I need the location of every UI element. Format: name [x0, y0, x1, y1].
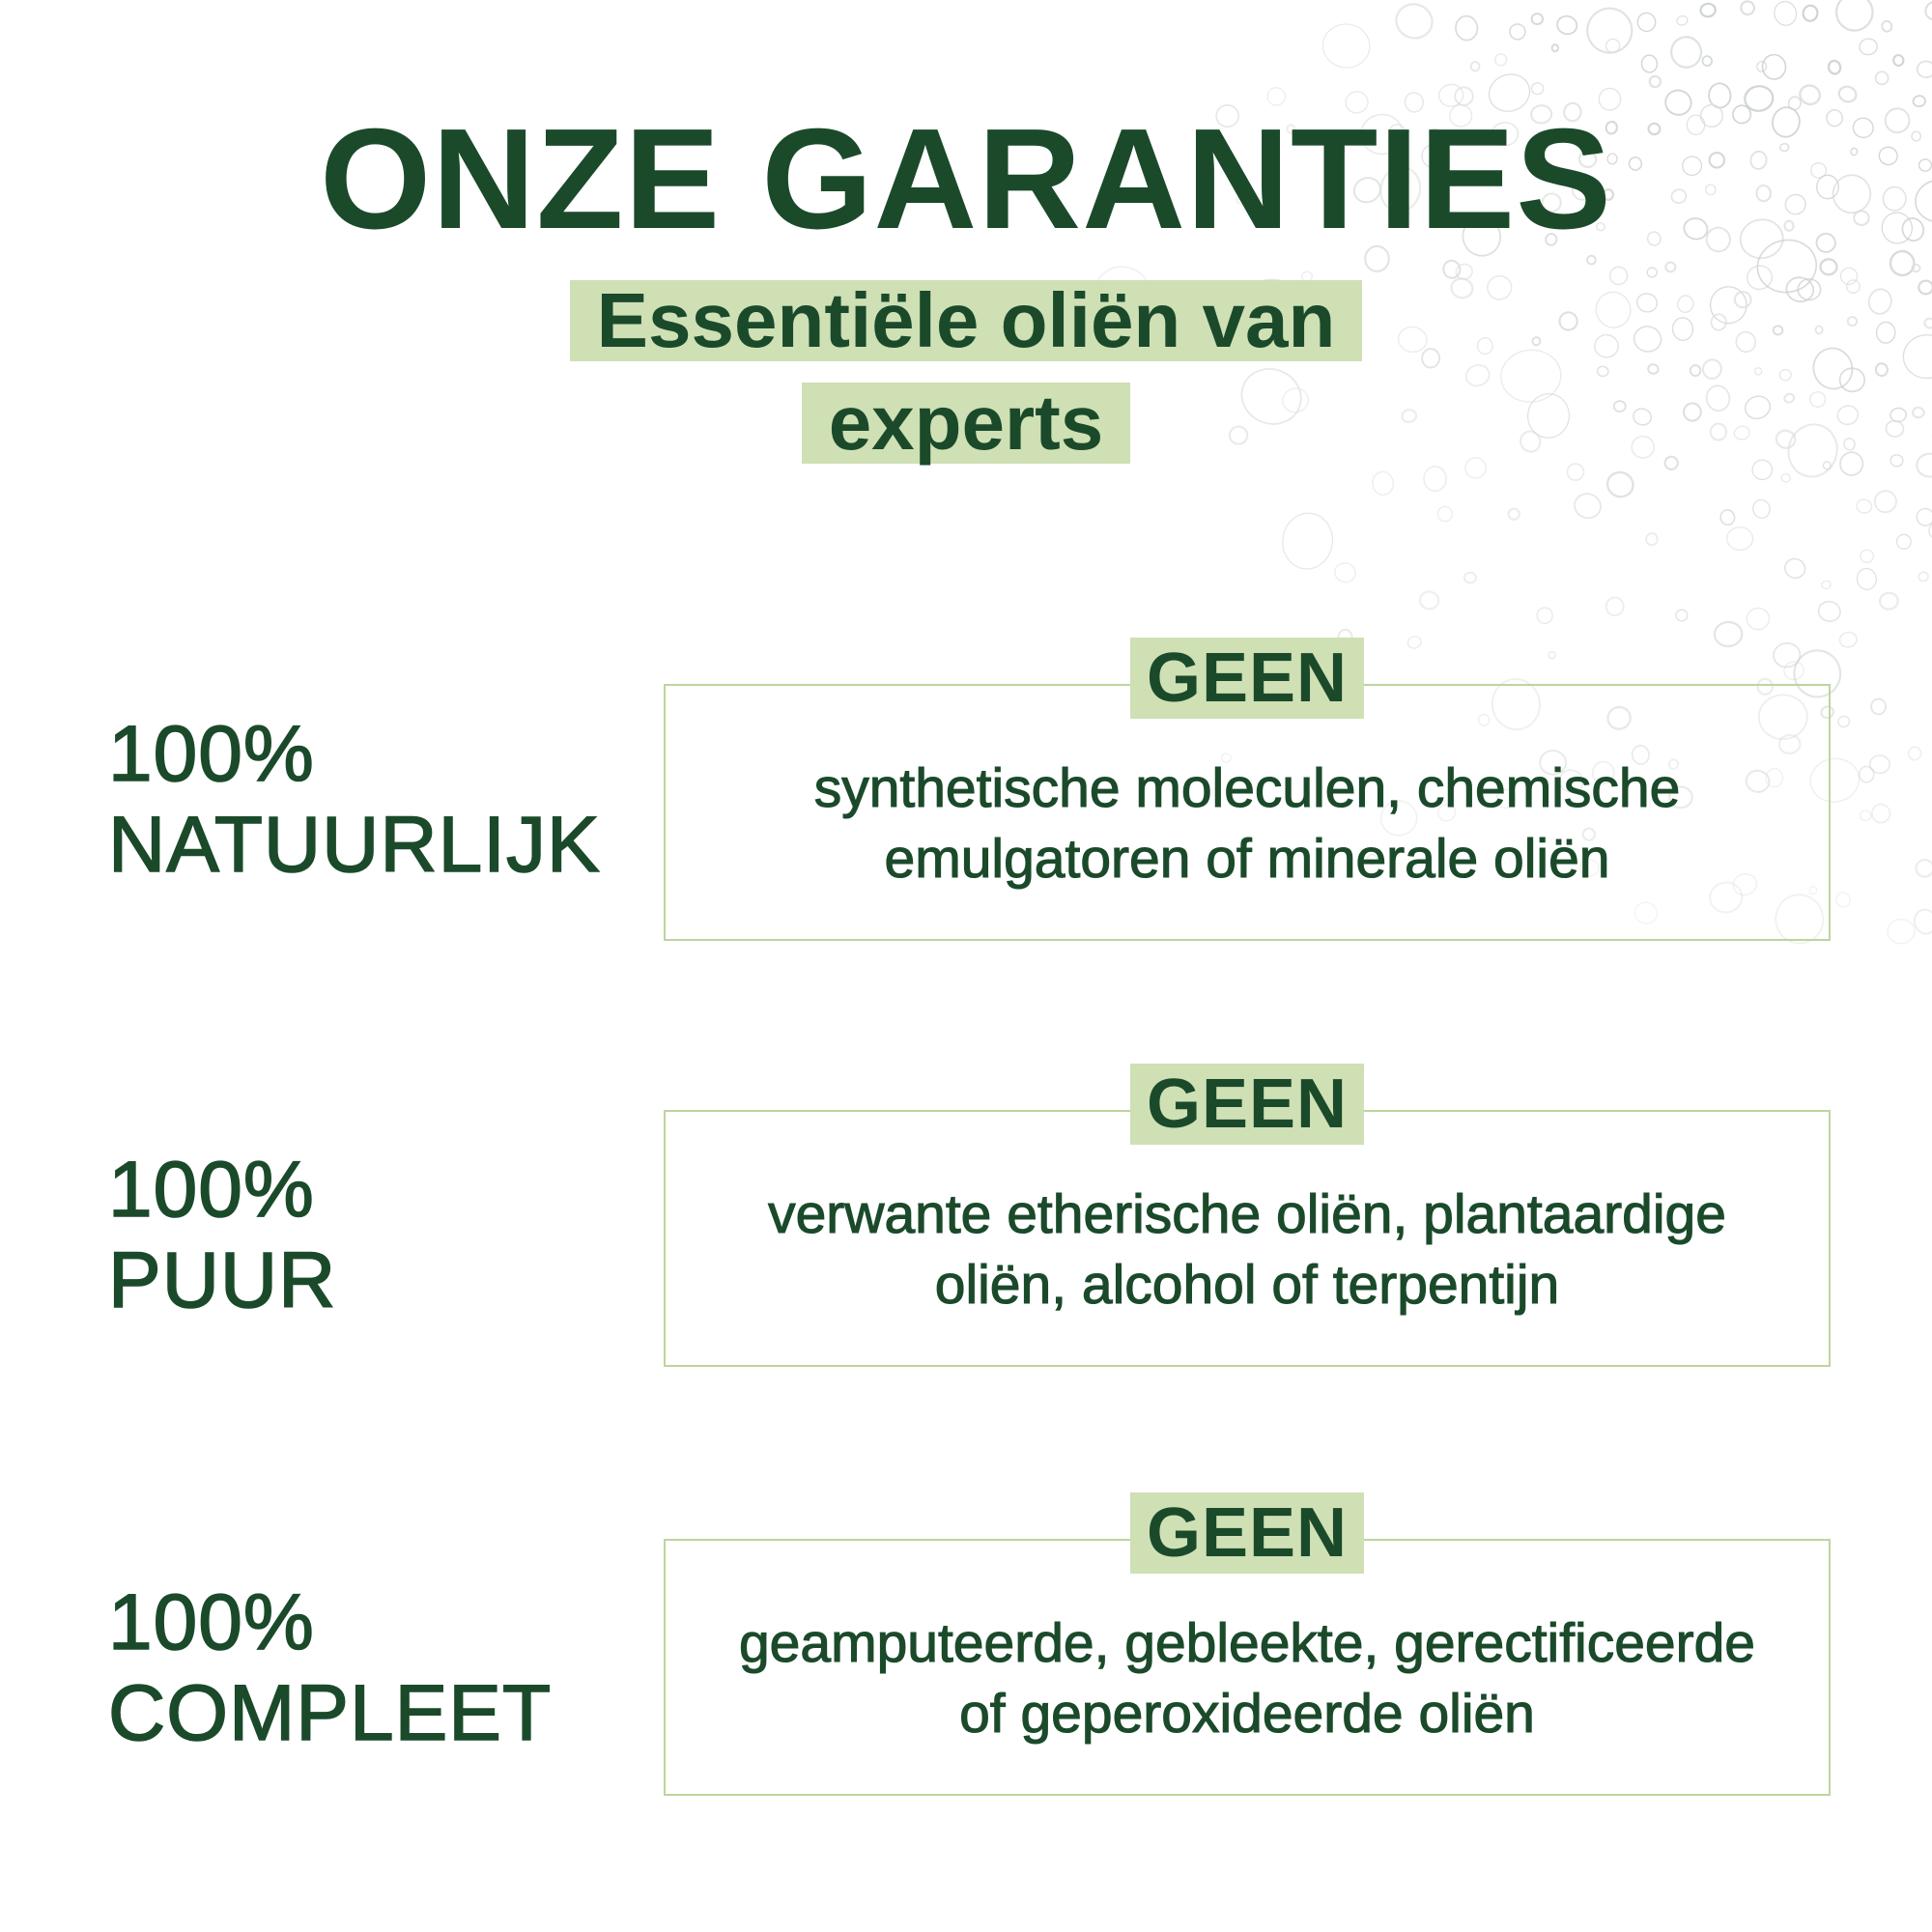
subtitle-line-2: [0, 380, 1932, 466]
label-name: NATUURLIJK: [108, 801, 601, 889]
guarantee-box-compleet: [664, 1494, 1831, 1796]
guarantee-box-natuurlijk: [664, 639, 1831, 941]
guarantee-label-puur: [108, 1145, 649, 1326]
box-text-line-2: emulgatoren of minerale oliën: [884, 828, 1610, 890]
box-text-line-2: oliën, alcohol of terpentijn: [934, 1254, 1560, 1316]
box-text-line-1: synthetische moleculen, chemische: [813, 757, 1681, 819]
label-name: PUUR: [108, 1236, 337, 1324]
box-text-line-1: verwante etherische oliën, plantaardige: [768, 1183, 1726, 1245]
page-title: ONZE GARANTIES: [320, 99, 1612, 259]
label-percent: 100%: [108, 1146, 315, 1234]
subtitle-highlight-2: experts: [802, 383, 1131, 464]
box-text-line-1: geamputeerde, gebleekte, gerectificeerde: [738, 1612, 1756, 1674]
subtitle-line-1: [0, 277, 1932, 363]
guarantee-label-compleet: [108, 1577, 649, 1759]
subtitle-highlight-1: Essentiële oliën van: [570, 280, 1363, 361]
guarantee-box-puur: [664, 1065, 1831, 1367]
geen-badge: GEEN: [1130, 1064, 1364, 1145]
guarantee-label-natuurlijk: [108, 709, 649, 891]
label-name: COMPLEET: [108, 1669, 553, 1757]
box-text-line-2: of geperoxideerde oliën: [959, 1683, 1535, 1745]
geen-badge: GEEN: [1130, 638, 1364, 719]
label-percent: 100%: [108, 1578, 315, 1666]
geen-badge: GEEN: [1130, 1492, 1364, 1574]
label-percent: 100%: [108, 710, 315, 798]
